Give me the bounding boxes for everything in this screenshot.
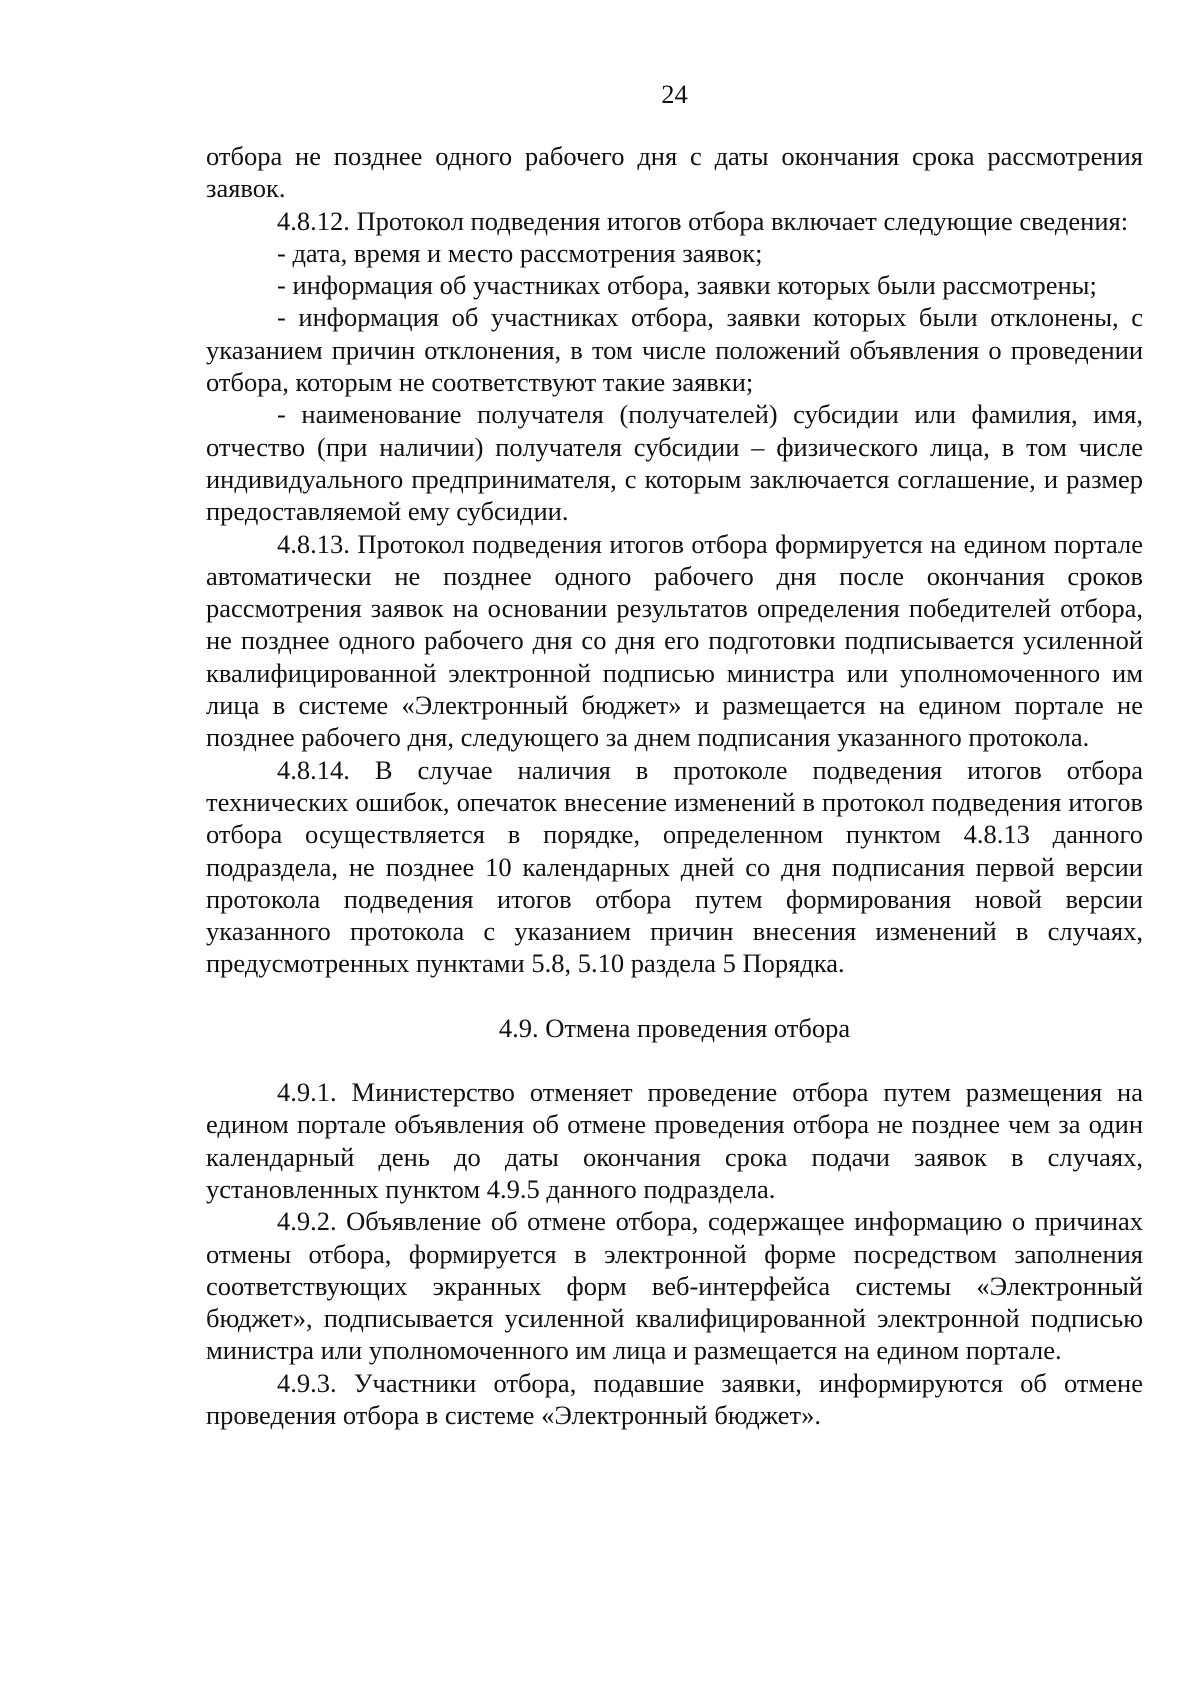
list-item-reviewed-participants: - информация об участниках отбора, заявки которых были рассмотрены; (277, 270, 1097, 301)
paragraph-4-9-2: 4.9.2. Объявление об отмене отбора, содержащее информацию о причинах отмены отбора, формируется в электронной форме посредством заполнения соответствующих экранных форм веб-интерфейса системы «Электронный бюджет», подписывается усиленной квалифицированной электронной подписью министра или уполномоченного им лица и размещается на едином портале. (206, 1206, 1143, 1366)
list-item-rejected-participants: - информация об участниках отбора, заявки которых были отклонены, с указанием причин отклонения, в том числе положений объявления о проведении отбора, которым не соответствуют такие заявки; (206, 302, 1143, 398)
document-body (206, 140, 1143, 1431)
paragraph-4-8-12: 4.8.12. Протокол подведения итогов отбора включает следующие сведения: (277, 205, 1129, 236)
paragraph-4-9-3: 4.9.3. Участники отбора, подавшие заявки, информируются об отмене проведения отбора в системе «Электронный бюджет». (206, 1367, 1143, 1430)
paragraph-4-8-14: 4.8.14. В случае наличия в протоколе подведения итогов отбора технических ошибок, опечаток внесение изменений в протокол подведения итогов отбора осуществляется в порядке, определенном пунктом 4.8.13 данного подраздела, не позднее 10 календарных дней со дня подписания первой версии протокола подведения итогов отбора путем формирования новой версии указанного протокола с указанием причин внесения изменений в случаях, предусмотренных пунктами 5.8, 5.10 раздела 5 Порядка. (206, 754, 1143, 979)
paragraph-continuation: отбора не позднее одного рабочего дня с даты окончания срока рассмотрения заявок. (206, 141, 1143, 204)
section-heading-4-9: 4.9. Отмена проведения отбора (498, 1012, 851, 1043)
list-item-recipient-name: - наименование получателя (получателей) субсидии или фамилия, имя, отчество (при наличии) получателя субсидии – физического лица, в том числе индивидуального предпринимателя, с которым заключается соглашение, и размер предоставляемой ему субсидии. (206, 399, 1143, 527)
list-item-date-time-place: - дата, время и место рассмотрения заявок; (277, 237, 763, 268)
paragraph-4-9-1: 4.9.1. Министерство отменяет проведение отбора путем размещения на едином портале объявления об отмене проведения отбора не позднее чем за один календарный день до даты окончания срока подачи заявок в случаях, установленных пунктом 4.9.5 данного подраздела. (206, 1077, 1143, 1204)
page-number: 24 (661, 79, 688, 109)
paragraph-4-8-13: 4.8.13. Протокол подведения итогов отбора формируется на едином портале автоматически не позднее одного рабочего дня после окончания сроков рассмотрения заявок на основании результатов определения победителей отбора, не позднее одного рабочего дня со дня его подготовки подписывается усиленной квалифицированной электронной подписью министра или уполномоченного им лица в системе «Электронный бюджет» и размещается на едином портале не позднее рабочего дня, следующего за днем подписания указанного протокола. (206, 528, 1143, 753)
